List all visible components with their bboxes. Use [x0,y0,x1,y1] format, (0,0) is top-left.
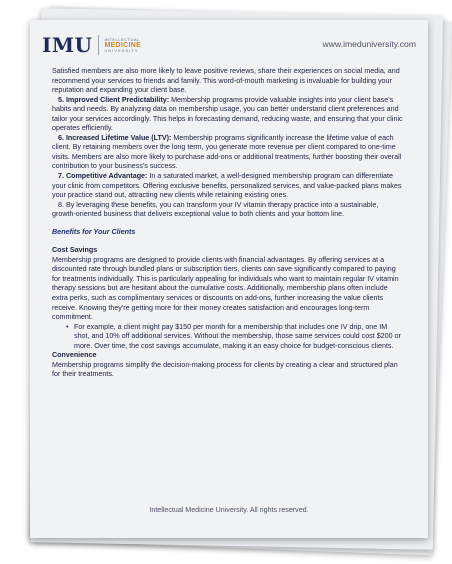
list-item-text: Membership programs provide valuable insights into your client base's habits and needs. By analyzing data on membership usage, you can better understand client preferences and tailor your services accordingly. This helps in forecasting demand, reducing waste, and ensuring that your clinic operates efficiently. [52,95,403,133]
logo-subtitle-bottom: UNIVERSITY [104,47,139,53]
section-heading: Benefits for Your Clients [52,227,136,236]
cost-savings-paragraph: Membership programs are designed to provide clients with financial advantages. By offering services at a discounted rate through bundled plans or subscription tiers, clients can save significantly compared to paying for treatments individually. This is particularly appealing for individuals who want to maintain regular IV vitamin therapy sessions but are hesitant about the cumulative costs. Additionally, membership plans often include extra perks, such as complimentary services or discounts on add-ons, further increasing the value clients receive. Knowing they're getting more for their money creates satisfaction and encourages long-term commitment. [52,255,399,322]
list-item-label: 7. Competitive Advantage: [58,172,148,181]
bullet-text: For example, a client might pay $150 per month for a membership that includes one IV drip, one IM shot, and 10% off additional services. Without the membership, those same services could cost $200 or more. Over time, the cost savings accumulate, making it an easy choice for budget-conscious clients. [74,322,401,350]
list-item-text: In a saturated market, a well-designed membership program can differentiate your clinic from competitors. Offering exclusive benefits, personalized services, and value-packed plans makes your practice stand out, attracting new clients while retaining existing ones. [52,172,402,200]
list-item-label: 6. Increased Lifetime Value (LTV): [58,133,172,142]
list-item [52,172,403,201]
convenience-paragraph: Membership programs simplify the decision-making process for clients by creating a clear and structured plan for their treatments. [52,360,398,379]
list-item-8: 8. By leveraging these benefits, you can transform your IV vitamin therapy practice into a sustainable, growth-oriented business that delivers exceptional value to both clients and your bottom line. [52,200,379,219]
logo-subtitle-top: INTELLECTUAL [104,36,140,42]
site-url: www.imeduniversity.com [322,39,416,49]
document-page [30,20,428,538]
page-content [52,67,403,380]
intro-paragraph: Satisfied members are also more likely to leave positive reviews, share their experiences on social media, and recommend your services to friends and family. This word-of-mouth marketing is invaluable for building your reputation and expanding your client base. [52,67,400,95]
cost-savings-heading: Cost Savings [52,246,98,255]
bullet-list [52,323,403,352]
convenience-heading: Convenience [52,351,97,360]
page-footer: Intellectual Medicine University. All rights reserved. [149,506,309,514]
list-item [52,96,403,134]
logo-divider [98,35,99,55]
list-item-text: Membership programs significantly increase the lifetime value of each client. By retaining members over the long term, you generate more revenue per client compared to one-time visits. Members are also more likely to purchase add-ons or additional treatments, further boosting their overall contribution to your business's success. [52,133,402,171]
imu-logo [42,32,141,58]
logo-subtitle-middle: MEDICINE [104,41,142,49]
logo-wordmark: IMU [42,33,93,57]
bullet-item [66,323,403,352]
page-header [42,32,416,58]
logo-subtitle [104,38,141,53]
list-item-label: 5. Improved Client Predictability: [58,95,170,104]
list-item [52,134,403,172]
bullet-dot: • [66,322,69,331]
